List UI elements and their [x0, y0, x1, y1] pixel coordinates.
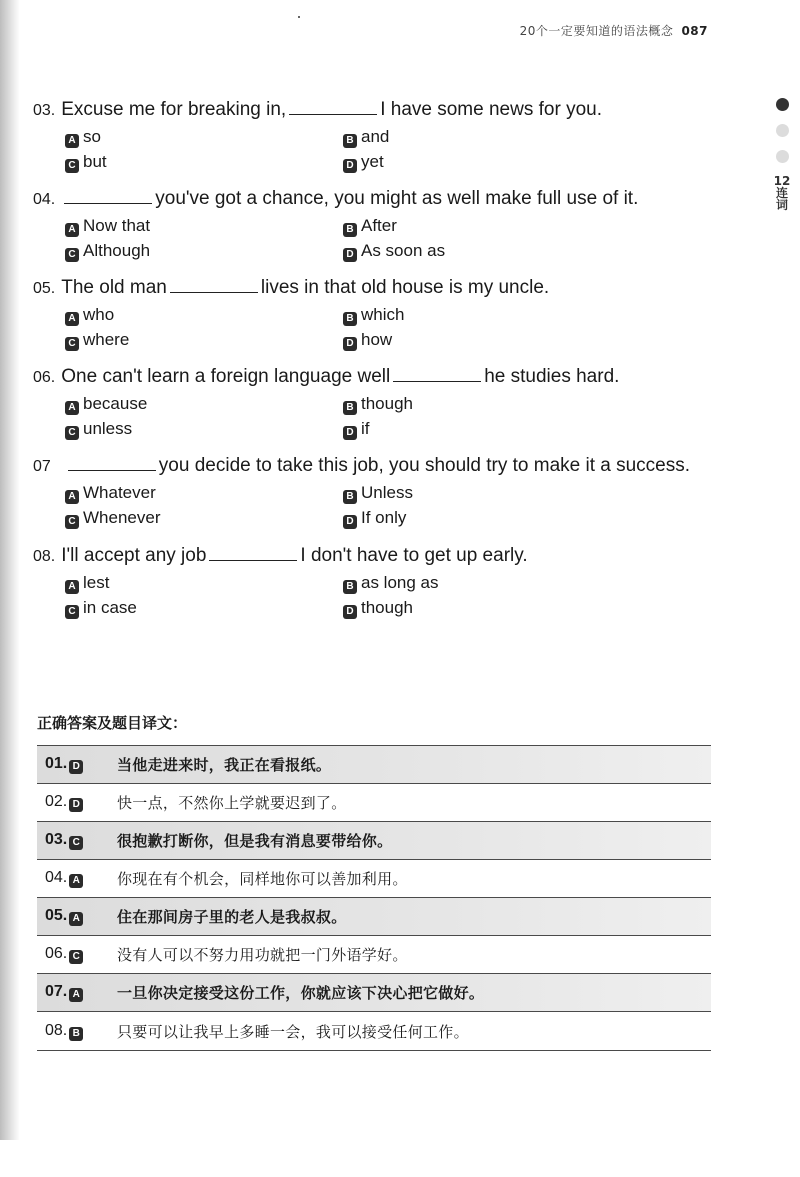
option-text: in case — [83, 598, 137, 617]
options — [33, 391, 723, 443]
question-stem — [33, 187, 723, 212]
answer-row — [37, 745, 711, 783]
book-spine-shadow — [0, 0, 20, 1140]
stem-after-blank: I don't have to get up early. — [300, 545, 528, 566]
question-07 — [33, 454, 723, 532]
answer-letter-badge: A — [69, 874, 83, 888]
option-letter-badge: B — [343, 223, 357, 237]
option-text: Although — [83, 241, 151, 260]
option-text: if — [361, 419, 370, 438]
option-d — [343, 595, 413, 620]
option-c — [65, 416, 132, 441]
answer-translation: 只要可以让我早上多睡一会，我可以接受任何工作。 — [117, 1022, 469, 1041]
answer-blank — [64, 189, 152, 204]
stem-after-blank: lives in that old house is my uncle. — [260, 277, 550, 298]
answer-blank — [68, 456, 156, 471]
option-b — [343, 124, 389, 149]
running-head — [520, 22, 708, 39]
option-letter-badge: A — [65, 490, 79, 504]
option-text: After — [361, 216, 397, 235]
answer-row — [37, 821, 711, 859]
options — [33, 302, 723, 354]
option-letter-badge: B — [343, 401, 357, 415]
question-number: 08. — [33, 548, 56, 565]
option-text: As soon as — [361, 241, 446, 260]
answer-row — [37, 935, 711, 973]
answer-blank — [393, 367, 481, 382]
stem-after-blank: he studies hard. — [484, 366, 620, 387]
option-text: how — [361, 330, 393, 349]
chapter-title-char: 连 — [775, 186, 788, 200]
option-letter-badge: D — [343, 605, 357, 619]
option-letter-badge: C — [65, 159, 79, 173]
answer-translation: 没有人可以不努力用功就把一门外语学好。 — [117, 946, 408, 964]
option-a — [65, 213, 150, 238]
stem-before-blank: I'll accept any job — [61, 545, 207, 566]
option-a — [65, 124, 101, 149]
option-text: lest — [83, 573, 110, 592]
answer-translation: 一旦你决定接受这份工作，你就应该下决心把它做好。 — [117, 984, 485, 1002]
answer-row — [37, 1011, 711, 1051]
answers-table — [37, 745, 711, 1051]
option-text: which — [361, 305, 405, 324]
stem-after-blank: you decide to take this job, you should try to make it a success. — [158, 455, 691, 476]
option-text: Whatever — [83, 483, 156, 502]
option-a — [65, 391, 147, 416]
question-number: 04. — [33, 191, 56, 208]
option-b — [343, 391, 413, 416]
answer-number — [37, 945, 109, 964]
option-letter-badge: D — [343, 426, 357, 440]
option-letter-badge: A — [65, 223, 79, 237]
question-stem — [33, 365, 723, 390]
options — [33, 570, 723, 622]
option-letter-badge: A — [65, 134, 79, 148]
stem-before-blank: The old man — [61, 277, 167, 298]
option-text: though — [361, 394, 413, 413]
option-c — [65, 327, 129, 352]
answer-letter-badge: A — [69, 912, 83, 926]
answer-letter-badge: C — [69, 950, 83, 964]
answers-heading: 正确答案及题目译文： — [37, 714, 188, 732]
answer-index: 02. — [45, 793, 68, 810]
option-letter-badge: C — [65, 515, 79, 529]
answer-index: 03. — [45, 831, 68, 848]
question-stem — [33, 454, 723, 479]
answer-letter-badge: C — [69, 836, 83, 850]
answer-number — [37, 831, 109, 850]
option-a — [65, 570, 109, 595]
option-text: Whenever — [83, 508, 161, 527]
chapter-number: 12 — [773, 174, 791, 188]
answer-number — [37, 755, 109, 774]
option-d — [343, 416, 370, 441]
answer-blank — [209, 546, 297, 561]
answer-number — [37, 983, 109, 1002]
answer-row — [37, 973, 711, 1011]
answer-index: 01. — [45, 755, 68, 772]
answer-translation: 当他走进来时，我正在看报纸。 — [117, 756, 332, 774]
option-letter-badge: D — [343, 248, 357, 262]
answer-row — [37, 897, 711, 935]
question-stem — [33, 276, 723, 301]
option-letter-badge: C — [65, 248, 79, 262]
option-text: If only — [361, 508, 407, 527]
answer-translation: 很抱歉打断你，但是我有消息要带给你。 — [117, 832, 393, 850]
stem-before-blank: One can't learn a foreign language well — [61, 366, 391, 387]
option-text: but — [83, 152, 107, 171]
option-b — [343, 213, 397, 238]
question-08 — [33, 544, 723, 622]
question-number: 07 — [33, 458, 51, 475]
option-a — [65, 302, 114, 327]
options — [33, 213, 723, 265]
option-letter-badge: D — [343, 337, 357, 351]
question-06 — [33, 365, 723, 443]
option-text: unless — [83, 419, 133, 438]
option-text: who — [83, 305, 115, 324]
answer-number — [37, 1022, 109, 1041]
options — [33, 480, 723, 532]
option-letter-badge: C — [65, 605, 79, 619]
answer-blank — [289, 100, 377, 115]
stem-before-blank: Excuse me for breaking in, — [61, 99, 287, 120]
question-stem — [33, 98, 723, 123]
option-letter-badge: A — [65, 312, 79, 326]
option-letter-badge: C — [65, 337, 79, 351]
answer-number — [37, 793, 109, 812]
option-letter-badge: D — [343, 159, 357, 173]
book-title: 20个一定要知道的语法概念 — [519, 24, 674, 38]
option-text: where — [83, 330, 130, 349]
answer-number — [37, 907, 109, 926]
option-letter-badge: B — [343, 490, 357, 504]
option-text: because — [83, 394, 148, 413]
answer-index: 06. — [45, 945, 68, 962]
question-stem — [33, 544, 723, 569]
stem-after-blank: I have some news for you. — [380, 99, 602, 120]
option-text: though — [361, 598, 413, 617]
question-04 — [33, 187, 723, 265]
answer-blank — [170, 278, 258, 293]
answer-letter-badge: B — [69, 1027, 83, 1041]
option-b — [343, 570, 439, 595]
option-text: Now that — [83, 216, 151, 235]
option-c — [65, 595, 137, 620]
option-c — [65, 149, 107, 174]
answer-translation: 你现在有个机会，同样地你可以善加利用。 — [117, 870, 408, 888]
option-b — [343, 302, 404, 327]
answer-row — [37, 783, 711, 821]
options — [33, 124, 723, 176]
print-speck — [298, 16, 300, 18]
chapter-title-char: 词 — [775, 198, 788, 212]
answer-letter-badge: A — [69, 988, 83, 1002]
answer-row — [37, 859, 711, 897]
option-d — [343, 327, 392, 352]
option-letter-badge: B — [343, 580, 357, 594]
question-number: 06. — [33, 369, 56, 386]
answer-letter-badge: D — [69, 798, 83, 812]
option-letter-badge: C — [65, 426, 79, 440]
option-b — [343, 480, 413, 505]
option-letter-badge: A — [65, 580, 79, 594]
answer-index: 08. — [45, 1021, 68, 1039]
option-d — [343, 149, 384, 174]
answer-translation: 住在那间房子里的老人是我叔叔。 — [117, 908, 347, 926]
progress-dot-icon — [776, 124, 789, 137]
option-letter-badge: A — [65, 401, 79, 415]
option-text: yet — [361, 152, 384, 171]
question-03 — [33, 98, 723, 176]
option-a — [65, 480, 156, 505]
page-number: 087 — [681, 24, 708, 38]
answer-number — [37, 869, 109, 888]
option-d — [343, 238, 445, 263]
option-c — [65, 238, 150, 263]
option-letter-badge: B — [343, 312, 357, 326]
question-05 — [33, 276, 723, 354]
option-text: and — [361, 127, 390, 146]
option-d — [343, 505, 406, 530]
option-letter-badge: D — [343, 515, 357, 529]
answer-letter-badge: D — [69, 760, 83, 774]
question-number: 05. — [33, 280, 56, 297]
question-number: 03. — [33, 102, 56, 119]
stem-after-blank: you've got a chance, you might as well make full use of it. — [155, 188, 639, 209]
option-text: Unless — [361, 483, 413, 502]
chapter-side-tab — [770, 98, 794, 212]
option-c — [65, 505, 160, 530]
progress-dot-active-icon — [776, 98, 789, 111]
answer-index: 04. — [45, 869, 68, 886]
option-text: so — [83, 127, 101, 146]
option-text: as long as — [361, 573, 439, 592]
answer-translation: 快一点，不然你上学就要迟到了。 — [117, 794, 347, 812]
answer-index: 05. — [45, 907, 68, 924]
progress-dot-icon — [776, 150, 789, 163]
option-letter-badge: B — [343, 134, 357, 148]
answer-index: 07. — [45, 983, 68, 1000]
